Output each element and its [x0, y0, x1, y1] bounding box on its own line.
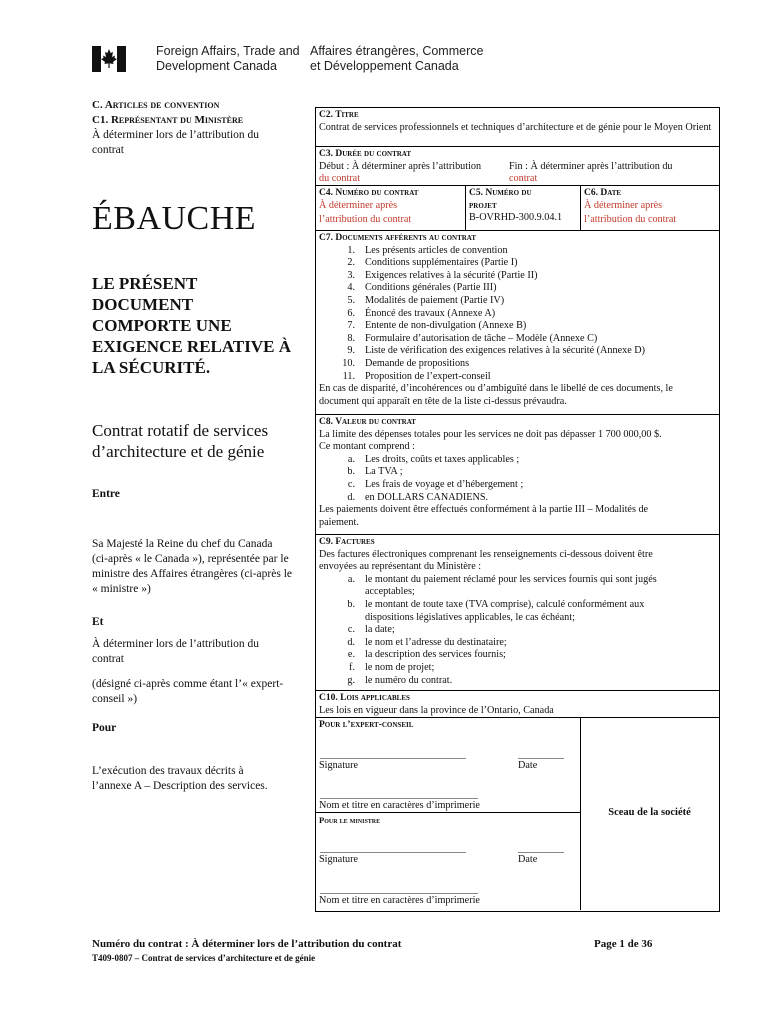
c9-invoice-items-list [319, 574, 715, 687]
c7-heading: C7. Documents afférents au contrat [319, 233, 477, 243]
c8-includes-list [319, 454, 715, 504]
minister-signature-label: Signature [319, 854, 359, 865]
c9-invoice-item-text: le nom et l’adresse du destinataire; [365, 636, 507, 648]
c9-invoice-item [327, 586, 715, 599]
department-name-fr: Affaires étrangères, Commerce et Développement Canada [310, 44, 484, 73]
c2-value: Contrat de services professionnels et techniques d’architecture et de génie pour le Moyen Orient [319, 121, 712, 133]
department-name-en: Foreign Affairs, Trade and Development Canada [156, 44, 300, 73]
c7-document-item-number: 1. [347, 244, 355, 256]
left-column [92, 98, 304, 158]
c4-value: À déterminer après l’attribution du contrat [319, 199, 412, 226]
c7-document-item [327, 257, 715, 270]
c7-document-item [327, 371, 715, 384]
c7-document-item-number: 10. [342, 357, 355, 369]
c7-document-item-text: Formulaire d’autorisation de tâche – Modèle (Annexe C) [365, 332, 598, 344]
c9-invoice-item-number: g. [347, 674, 355, 686]
c9-invoice-item-number: c. [347, 624, 355, 636]
c9-invoice-item-text: le montant du paiement réclamé pour les services fournis qui sont jugés [365, 573, 657, 585]
c6-value: À déterminer après l’attribution du contrat [584, 199, 677, 226]
c7-document-item-number: 9. [347, 345, 355, 357]
c7-documents-cell [316, 231, 718, 409]
c9-invoice-item-number: f. [349, 661, 355, 673]
consultant-name-title-label: Nom et titre en caractères d’imprimerie [319, 800, 480, 811]
consultant-tbd: À déterminer lors de l’attribution du contrat [92, 638, 260, 665]
c7-precedence-note: En cas de disparité, d’incohérences ou d’ambiguïté dans le libellé de ces documents, le document qui apparaît en tête de la liste ci-dessus prévaudra. [319, 383, 673, 407]
draft-watermark-title: ÉBAUCHE [92, 200, 257, 237]
minister-date-label: Date [518, 854, 538, 865]
c8-includes-item-number: d. [347, 491, 355, 503]
c8-limit: La limite des dépenses totales pour les services ne doit pas dépasser 1 700 000,00 $. [319, 428, 662, 440]
c3-heading: C3. Durée du contrat [319, 149, 412, 159]
c9-invoice-item-text: le numéro du contrat. [365, 674, 453, 686]
c1-heading: C1. Représentant du Ministère [92, 114, 244, 126]
c7-document-item-number: 11. [342, 370, 355, 382]
canada-flag-icon [92, 46, 126, 72]
c5-value: B-OVRHD-300.9.04.1 [469, 212, 563, 224]
c8-includes-item [327, 466, 715, 479]
c7-document-item-number: 6. [347, 307, 355, 319]
c2-title-cell [316, 108, 718, 135]
c7-document-item [327, 270, 715, 283]
c7-document-item-number: 8. [347, 332, 355, 344]
c7-document-item-text: Exigences relatives à la sécurité (Partie II) [365, 269, 538, 281]
c7-document-item-number: 3. [347, 269, 355, 281]
c9-invoices-cell [316, 535, 718, 688]
for-consultant-label: Pour l’expert-conseil [319, 720, 414, 730]
c9-invoice-item-number [327, 586, 365, 599]
c9-intro: Des factures électroniques comprenant les renseignements ci-dessous doivent être envoyées au représentant du Ministère : [319, 548, 653, 573]
c8-heading: C8. Valeur du contrat [319, 417, 416, 427]
security-requirement-notice: LE PRÉSENT DOCUMENT COMPORTE UNE EXIGENCE RELATIVE À LA SÉCURITÉ. [92, 274, 292, 377]
c10-heading: C10. Lois applicables [319, 693, 410, 703]
for-minister-label: Pour le ministre [319, 815, 381, 825]
c9-invoice-item [327, 675, 715, 688]
c4-contract-number-cell [316, 186, 465, 228]
c8-contract-value-cell [316, 415, 718, 530]
c7-document-item [327, 308, 715, 321]
c9-invoice-item-number [327, 612, 365, 625]
c9-heading: C9. Factures [319, 537, 375, 547]
c9-invoice-item [327, 637, 715, 650]
c9-invoice-item [327, 649, 715, 662]
c9-invoice-item [327, 574, 715, 587]
c8-includes-item-text: La TVA ; [365, 466, 403, 478]
c7-document-item-number: 4. [347, 282, 355, 294]
designated-text: (désigné ci-après comme étant l’« expert- conseil ») [92, 678, 284, 705]
government-logo [92, 46, 126, 72]
c7-document-item [327, 320, 715, 333]
execution-text: L’exécution des travaux décrits à l’annexe A – Description des services. [92, 765, 268, 792]
c8-includes-item-text: Les droits, coûts et taxes applicables ; [365, 453, 520, 465]
c7-document-item [327, 282, 715, 295]
majesty-text: Sa Majesté la Reine du chef du Canada (ci-après « le Canada »), représentée par le ministre des Affaires étrangères (ci-après le « ministre ») [92, 538, 292, 595]
c7-document-item [327, 333, 715, 346]
c7-document-item-number: 7. [347, 320, 355, 332]
c9-invoice-item-text: le nom de projet; [365, 661, 435, 673]
c9-invoice-item-number: a. [347, 573, 355, 585]
c9-invoice-item-number: b. [347, 598, 355, 610]
c7-document-item-text: Conditions générales (Partie III) [365, 282, 497, 294]
between-label: Entre [92, 488, 120, 500]
c10-value: Les lois en vigueur dans la province de l’Ontario, Canada [319, 704, 554, 716]
for-label: Pour [92, 722, 117, 734]
c4-heading: C4. Numéro du contrat [319, 188, 419, 198]
c8-includes-item-number: b. [347, 466, 355, 478]
c7-document-item-text: Demande de propositions [365, 357, 470, 369]
c9-invoice-item-number: d. [347, 636, 355, 648]
c5-heading: C5. Numéro du projet [469, 188, 532, 211]
c9-invoice-item [327, 612, 715, 625]
c9-invoice-item [327, 599, 715, 612]
c8-includes: Ce montant comprend : [319, 441, 415, 453]
c8-includes-item [327, 479, 715, 492]
c7-document-list [319, 245, 715, 384]
c5-project-number-cell [466, 186, 580, 226]
company-seal-label: Sceau de la société [608, 807, 691, 818]
c3-end: Fin : À déterminer après l’attribution du contrat [509, 160, 673, 185]
c6-date-cell [581, 186, 718, 228]
c7-document-item-text: Énoncé des travaux (Annexe A) [365, 307, 496, 319]
c8-includes-item [327, 492, 715, 505]
parties-block [92, 487, 307, 794]
c7-document-item-number: 5. [347, 294, 355, 306]
c9-invoice-item-text: acceptables; [365, 586, 415, 598]
c8-includes-item-number: a. [347, 453, 355, 465]
c7-document-item [327, 358, 715, 371]
c7-document-item-text: Entente de non-divulgation (Annexe B) [365, 320, 527, 332]
articles-heading: C. Articles de convention [92, 99, 220, 111]
c7-document-item [327, 295, 715, 308]
c1-value: À déterminer lors de l’attribution du contrat [92, 129, 260, 156]
consultant-signature-label: Signature [319, 760, 359, 771]
c7-document-item-text: Les présents articles de convention [365, 244, 508, 256]
c7-document-item-text: Modalités de paiement (Partie IV) [365, 294, 505, 306]
and-label: Et [92, 616, 104, 628]
contract-title: Contrat rotatif de services d’architecture et de génie [92, 421, 269, 461]
consultant-date-label: Date [518, 760, 538, 771]
c9-invoice-item-text: la date; [365, 624, 395, 636]
c8-includes-item [327, 454, 715, 467]
page-number: Page 1 de 36 [594, 938, 653, 950]
c7-document-item [327, 345, 715, 358]
c10-applicable-law-cell [316, 691, 718, 718]
c7-document-item [327, 245, 715, 258]
c9-invoice-item-text: dispositions législatives applicables, le cas échéant; [365, 611, 575, 623]
c3-duration-cell [316, 147, 718, 187]
minister-name-title-label: Nom et titre en caractères d’imprimerie [319, 895, 480, 906]
c8-includes-item-number: c. [347, 478, 355, 490]
c9-invoice-item-text: le montant de toute taxe (TVA comprise), calculé conformément aux [365, 598, 645, 610]
footer-contract-number: Numéro du contrat : À déterminer lors de l’attribution du contrat [92, 938, 402, 950]
c7-document-item-text: Conditions supplémentaires (Partie I) [365, 257, 518, 269]
c9-invoice-item-text: la description des services fournis; [365, 649, 506, 661]
c2-heading: C2. Titre [319, 110, 359, 120]
c8-includes-item-text: en DOLLARS CANADIENS. [365, 491, 489, 503]
c8-payment-note: Les paiements doivent être effectués conformément à la partie III – Modalités de paiement. [319, 504, 649, 528]
c3-start: Début : À déterminer après l’attribution du contrat [319, 160, 482, 185]
c9-invoice-item [327, 624, 715, 637]
c7-document-item-text: Proposition de l’expert-conseil [365, 370, 491, 382]
c6-heading: C6. Date [584, 188, 622, 198]
form-number: T409-0807 – Contrat de services d’architecture et de génie [92, 953, 316, 963]
c9-invoice-item-number: e. [347, 649, 355, 661]
c8-includes-item-text: Les frais de voyage et d’hébergement ; [365, 478, 524, 490]
c9-invoice-item [327, 662, 715, 675]
c7-document-item-number: 2. [347, 257, 355, 269]
c7-document-item-text: Liste de vérification des exigences relatives à la sécurité (Annexe D) [365, 345, 646, 357]
